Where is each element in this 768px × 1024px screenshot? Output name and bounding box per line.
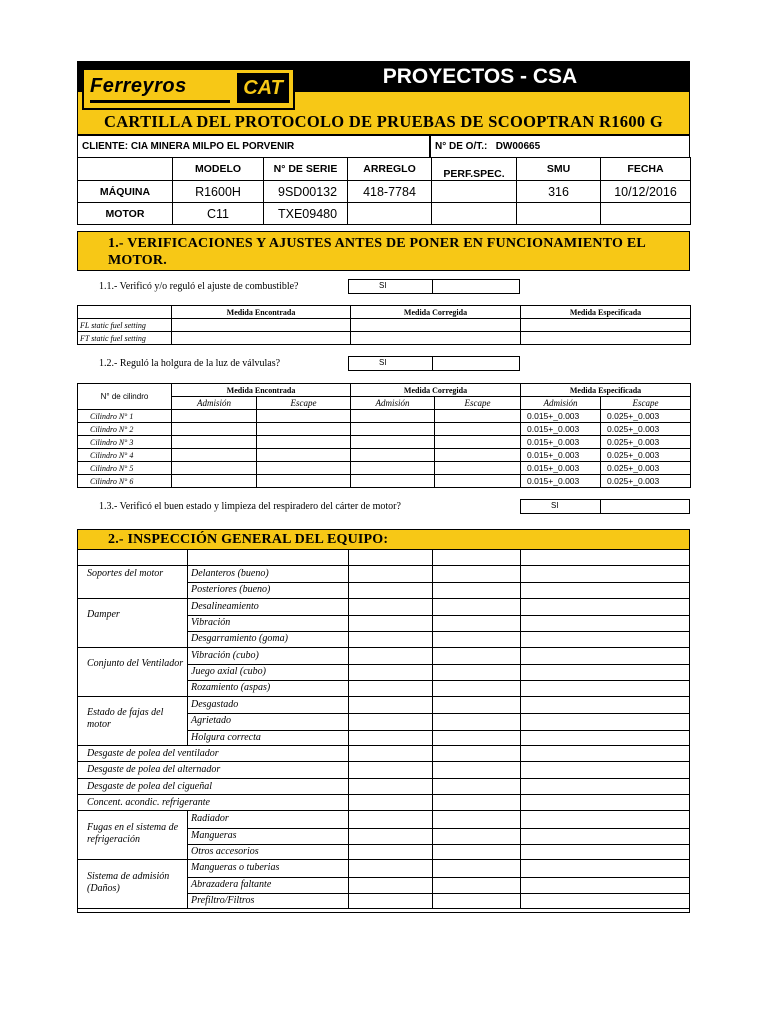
section1-banner (77, 231, 690, 271)
header-corregida: Medida Corregida (351, 306, 521, 319)
measure-cell[interactable] (172, 475, 257, 488)
group-label: Fugas en el sistema de refrigeración (87, 821, 179, 845)
fuel-cell[interactable] (172, 332, 351, 345)
question-1-3: 1.3.- Verificó el buen estado y limpieza del respiradero del cárter de motor? (99, 501, 401, 512)
header-title: PROYECTOS - CSA (382, 65, 578, 88)
cylinder-row (78, 436, 691, 449)
check-cell[interactable] (348, 566, 432, 582)
cell-perf (432, 181, 517, 203)
answer-1-3[interactable] (520, 499, 601, 514)
sub-escape: Escape (435, 397, 521, 410)
check-cell[interactable] (348, 828, 432, 844)
col-serie: N° DE SERIE (264, 158, 348, 181)
cell-serie: TXE09480 (264, 203, 348, 225)
measure-cell[interactable] (351, 436, 435, 449)
fuel-cell[interactable] (521, 319, 691, 332)
measure-cell[interactable] (257, 475, 351, 488)
check-cell[interactable] (348, 893, 432, 909)
inspection-item: Desalineamiento (191, 600, 259, 612)
logo-brand-text: Ferreyros (90, 75, 187, 97)
spec-admision: 0.015+_0.003 (521, 449, 601, 462)
check-cell[interactable] (348, 860, 432, 876)
fuel-cell[interactable] (351, 332, 521, 345)
answer-1-1[interactable] (348, 279, 433, 294)
sub-admision: Admisión (521, 397, 601, 410)
inspection-item: Posteriores (bueno) (191, 584, 271, 596)
col-smu: SMU (517, 158, 601, 181)
cylinder-row (78, 410, 691, 423)
col-modelo: MODELO (173, 158, 264, 181)
column-divider (432, 795, 433, 811)
inspection-item: Radiador (191, 813, 229, 825)
answer-1-1-value: SI (379, 281, 387, 290)
check-cell[interactable] (348, 746, 432, 762)
measure-cell[interactable] (351, 462, 435, 475)
cell-serie: 9SD00132 (264, 181, 348, 203)
inspection-single-label: Desgaste de polea del alternador (87, 764, 221, 776)
header-encontrada: Medida Encontrada (172, 306, 351, 319)
answer-1-2-value: SI (379, 358, 387, 367)
fuel-row-label: FT static fuel setting (78, 332, 172, 345)
col-perf-spec: PERF.SPEC. (432, 158, 517, 181)
answer-1-3-value: SI (551, 501, 559, 510)
inspection-item: Abrazadera faltante (191, 878, 272, 890)
question-1-1: 1.1.- Verificó y/o reguló el ajuste de combustible? (99, 281, 299, 292)
inspection-single-label: Desgaste de polea del cigueñal (87, 780, 212, 792)
sub-admision: Admisión (172, 397, 257, 410)
item-divider (187, 713, 690, 714)
item-divider (187, 893, 690, 894)
column-divider (432, 762, 433, 778)
column-divider (432, 860, 433, 909)
fuel-header-blank (78, 306, 172, 319)
group-divider (187, 599, 188, 648)
row-label: MÁQUINA (78, 181, 173, 203)
column-divider (520, 549, 521, 566)
group-divider (187, 860, 188, 909)
item-divider (187, 730, 690, 731)
measure-cell[interactable] (257, 462, 351, 475)
measure-cell[interactable] (257, 410, 351, 423)
measure-cell[interactable] (351, 475, 435, 488)
item-divider (187, 877, 690, 878)
measure-cell[interactable] (351, 423, 435, 436)
row-label: MOTOR (78, 203, 173, 225)
measure-cell[interactable] (435, 423, 521, 436)
cylinder-row (78, 423, 691, 436)
check-cell[interactable] (348, 582, 432, 598)
equipment-header-row (78, 158, 691, 181)
measure-cell[interactable] (435, 449, 521, 462)
answer-1-2-blank[interactable] (432, 356, 520, 371)
measure-cell[interactable] (351, 410, 435, 423)
fuel-cell[interactable] (172, 319, 351, 332)
check-cell[interactable] (348, 877, 432, 893)
logo-cat-badge: CAT (237, 73, 289, 103)
group-label: Sistema de admisión (Daños) (87, 870, 170, 894)
item-divider (187, 844, 690, 845)
column-divider (432, 648, 433, 697)
question-1-2: 1.2.- Reguló la holgura de la luz de válvulas? (99, 358, 281, 369)
check-cell[interactable] (348, 631, 432, 647)
check-cell[interactable] (348, 648, 432, 664)
column-divider (520, 779, 521, 795)
check-cell[interactable] (348, 779, 432, 795)
inspection-item: Juego axial (cubo) (191, 666, 266, 678)
logo-underline (90, 100, 230, 103)
inspection-header-row (77, 549, 690, 566)
equipment-row-motor (78, 203, 691, 225)
inspection-item: Vibración (cubo) (191, 649, 259, 661)
answer-1-1-blank[interactable] (432, 279, 520, 294)
section2-banner (77, 529, 690, 550)
ot-cell (430, 135, 690, 158)
answer-1-2[interactable] (348, 356, 433, 371)
measure-cell[interactable] (172, 462, 257, 475)
check-cell[interactable] (348, 697, 432, 713)
column-divider (520, 648, 521, 697)
inspection-single-label: Concent. acondic. refrigerante (87, 796, 210, 808)
spec-escape: 0.025+_0.003 (601, 410, 691, 423)
check-cell[interactable] (348, 811, 432, 827)
column-divider (520, 746, 521, 762)
sub-escape: Escape (601, 397, 691, 410)
client-cell (77, 135, 430, 158)
fuel-row (78, 332, 691, 345)
fuel-row-label: FL static fuel setting (78, 319, 172, 332)
fuel-cell[interactable] (351, 319, 521, 332)
ot-value: DW00665 (495, 141, 541, 152)
column-divider (432, 779, 433, 795)
item-divider (187, 828, 690, 829)
measure-cell[interactable] (435, 475, 521, 488)
ferreyros-cat-logo (82, 68, 295, 110)
inspection-item: Prefiltro/Filtros (191, 895, 255, 906)
group-label: Damper (87, 609, 120, 621)
valve-clearance-table (77, 383, 691, 488)
group-divider (187, 811, 188, 860)
inspection-item: Vibración (191, 617, 231, 629)
check-cell[interactable] (348, 713, 432, 729)
inspection-single-label: Desgaste de polea del ventilador (87, 747, 219, 759)
spec-admision: 0.015+_0.003 (521, 410, 601, 423)
spec-escape: 0.025+_0.003 (601, 436, 691, 449)
column-divider (520, 762, 521, 778)
column-divider (432, 599, 433, 648)
spec-escape: 0.025+_0.003 (601, 462, 691, 475)
column-divider (187, 549, 188, 566)
answer-1-3-blank[interactable] (600, 499, 690, 514)
cylinder-row (78, 462, 691, 475)
inspection-item: Mangueras o tuberias (191, 862, 280, 874)
fuel-cell[interactable] (521, 332, 691, 345)
spec-admision: 0.015+_0.003 (521, 462, 601, 475)
cylinder-name: Cilindro N° 3 (78, 436, 172, 449)
check-cell[interactable] (348, 762, 432, 778)
measure-cell[interactable] (435, 462, 521, 475)
item-divider (187, 582, 690, 583)
fuel-table-header (78, 306, 691, 319)
cylinder-name: Cilindro N° 4 (78, 449, 172, 462)
measure-cell[interactable] (257, 423, 351, 436)
column-divider (520, 599, 521, 648)
cell-modelo: C11 (173, 203, 264, 225)
cylinder-name: Cilindro N° 6 (78, 475, 172, 488)
section1-title: 1.- VERIFICACIONES Y AJUSTES ANTES DE PONER EN FUNCIONAMIENTO EL MOTOR. (108, 236, 646, 268)
check-cell[interactable] (348, 599, 432, 615)
header-especificada: Medida Especificada (521, 384, 691, 397)
spec-admision: 0.015+_0.003 (521, 475, 601, 488)
check-cell[interactable] (348, 730, 432, 746)
cylinder-row (78, 449, 691, 462)
cell-fecha (601, 203, 691, 225)
measure-cell[interactable] (257, 449, 351, 462)
check-cell[interactable] (348, 795, 432, 811)
equipment-table (77, 157, 691, 225)
client-label: CLIENTE: (82, 141, 129, 152)
item-divider (187, 680, 690, 681)
measure-cell[interactable] (172, 423, 257, 436)
inspection-item: Desgastado (191, 698, 239, 710)
cylinder-name: Cilindro N° 2 (78, 423, 172, 436)
column-divider (348, 549, 349, 566)
header-corregida: Medida Corregida (351, 384, 521, 397)
header-cilindro: N° de cilindro (78, 384, 172, 410)
cell-modelo: R1600H (173, 181, 264, 203)
group-divider (187, 697, 188, 746)
group-label: Estado de fajas del motor (87, 707, 164, 731)
equipment-corner-cell (78, 158, 173, 181)
measure-cell[interactable] (435, 436, 521, 449)
column-divider (432, 549, 433, 566)
equipment-row-maquina (78, 181, 691, 203)
column-divider (432, 746, 433, 762)
spec-admision: 0.015+_0.003 (521, 436, 601, 449)
header-especificada: Medida Especificada (521, 306, 691, 319)
group-label: Soportes del motor (87, 568, 164, 580)
check-cell[interactable] (348, 664, 432, 680)
col-arreglo: ARREGLO (348, 158, 432, 181)
valve-table-header (78, 384, 691, 397)
spec-escape: 0.025+_0.003 (601, 475, 691, 488)
fuel-row (78, 319, 691, 332)
spec-admision: 0.015+_0.003 (521, 423, 601, 436)
item-divider (187, 631, 690, 632)
item-divider (187, 664, 690, 665)
cell-perf (432, 203, 517, 225)
cylinder-row (78, 475, 691, 488)
cell-smu (517, 203, 601, 225)
inspection-item: Rozamiento (aspas) (191, 682, 271, 694)
column-divider (432, 697, 433, 746)
fuel-setting-table (77, 305, 691, 345)
column-divider (520, 697, 521, 746)
measure-cell[interactable] (351, 449, 435, 462)
cylinder-name: Cilindro N° 5 (78, 462, 172, 475)
check-cell[interactable] (348, 615, 432, 631)
inspection-item: Holgura correcta (191, 731, 261, 743)
cell-arreglo: 418-7784 (348, 181, 432, 203)
sub-admision: Admisión (351, 397, 435, 410)
inspection-item: Agrietado (191, 715, 231, 727)
spec-escape: 0.025+_0.003 (601, 449, 691, 462)
measure-cell[interactable] (172, 410, 257, 423)
column-divider (520, 795, 521, 811)
measure-cell[interactable] (257, 436, 351, 449)
inspection-item: Desgarramiento (goma) (191, 633, 288, 645)
protocol-title: CARTILLA DEL PROTOCOLO DE PRUEBAS DE SCOOPTRAN R1600 G (104, 112, 663, 131)
check-cell[interactable] (348, 680, 432, 696)
cell-smu: 316 (517, 181, 601, 203)
col-fecha: FECHA (601, 158, 691, 181)
header-encontrada: Medida Encontrada (172, 384, 351, 397)
cell-fecha: 10/12/2016 (601, 181, 691, 203)
sub-escape: Escape (257, 397, 351, 410)
measure-cell[interactable] (172, 436, 257, 449)
client-value: CIA MINERA MILPO EL PORVENIR (130, 141, 295, 152)
column-divider (520, 860, 521, 909)
measure-cell[interactable] (435, 410, 521, 423)
column-divider (520, 811, 521, 860)
check-cell[interactable] (348, 844, 432, 860)
column-divider (432, 811, 433, 860)
spec-escape: 0.025+_0.003 (601, 423, 691, 436)
item-divider (187, 615, 690, 616)
inspection-item: Mangueras (191, 829, 237, 841)
inspection-item: Otros accesorios (191, 845, 259, 857)
measure-cell[interactable] (172, 449, 257, 462)
cell-arreglo (348, 203, 432, 225)
group-label: Conjunto del Ventilador (87, 658, 184, 670)
cylinder-name: Cilindro N° 1 (78, 410, 172, 423)
ot-label: N° DE O/T.: (435, 141, 488, 152)
group-divider (187, 648, 188, 697)
inspection-item: Delanteros (bueno) (191, 568, 269, 579)
section2-title: 2.- INSPECCIÓN GENERAL DEL EQUIPO: (108, 532, 389, 547)
